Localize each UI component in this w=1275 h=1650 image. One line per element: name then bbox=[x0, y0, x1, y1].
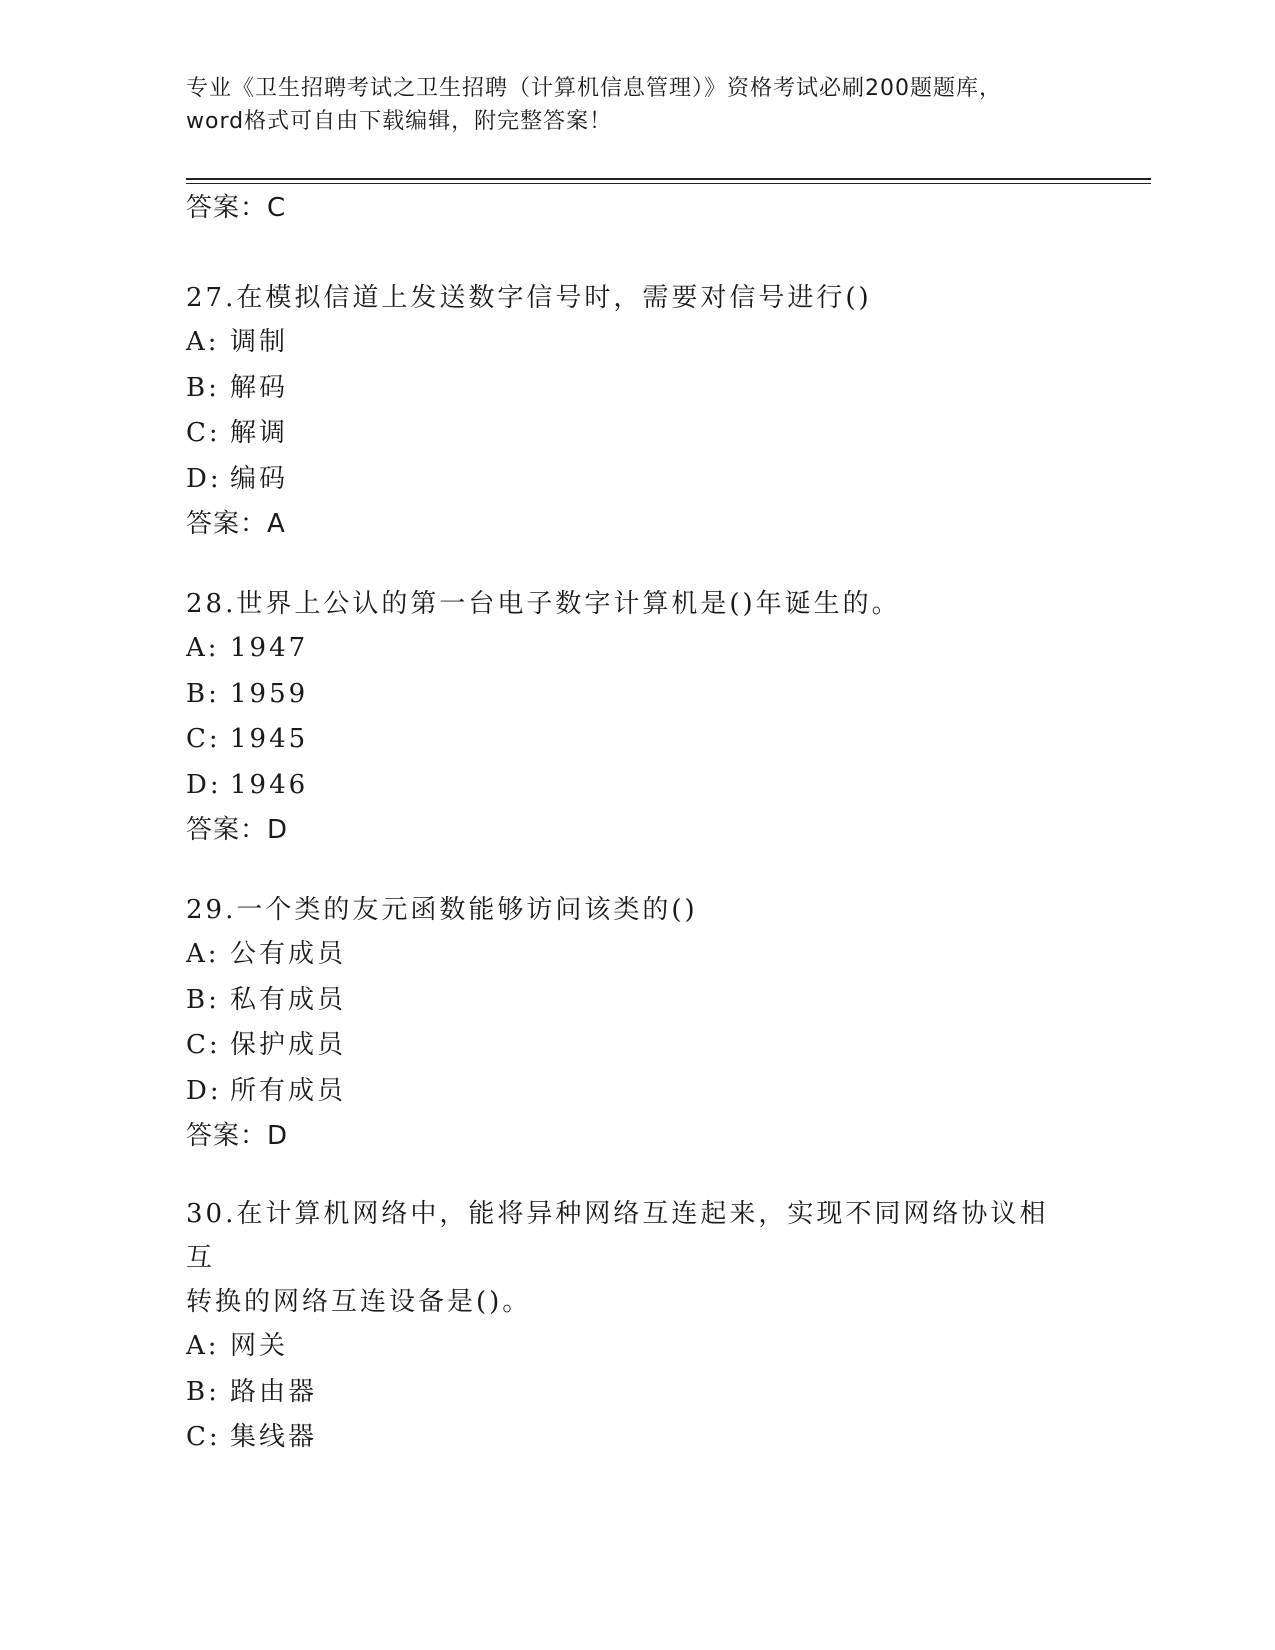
option-d bbox=[186, 457, 1066, 503]
option-text: 集线器 bbox=[230, 1422, 318, 1452]
option-key: C: bbox=[186, 724, 221, 754]
question-text-line-2: 转换的网络互连设备是()。 bbox=[186, 1287, 532, 1317]
option-text: 解调 bbox=[230, 418, 289, 448]
question-28 bbox=[186, 582, 1066, 852]
document-header bbox=[186, 72, 1086, 138]
option-key: D: bbox=[186, 1075, 222, 1106]
option-text: 网关 bbox=[230, 1331, 289, 1361]
option-key: D: bbox=[186, 463, 222, 494]
answer-prev: 答案：C bbox=[186, 193, 287, 223]
question-text: 27.在模拟信道上发送数字信号时，需要对信号进行() bbox=[186, 283, 872, 313]
answer: 答案：D bbox=[186, 815, 289, 845]
option-d bbox=[186, 1069, 1066, 1115]
option-key: A: bbox=[186, 939, 220, 969]
question-27 bbox=[186, 276, 1066, 546]
header-line-1: 专业《卫生招聘考试之卫生招聘（计算机信息管理）》资格考试必刷200题题库， bbox=[186, 76, 1002, 101]
question-text: 29.一个类的友元函数能够访问该类的() bbox=[186, 895, 698, 925]
option-a bbox=[186, 1324, 1066, 1370]
header-rule-thick bbox=[186, 178, 1151, 180]
option-text: 1959 bbox=[230, 678, 309, 709]
option-b bbox=[186, 978, 1066, 1024]
option-text: 调制 bbox=[230, 327, 289, 357]
answer: 答案：A bbox=[186, 509, 286, 539]
option-text: 所有成员 bbox=[230, 1075, 347, 1106]
option-key: B: bbox=[186, 678, 220, 709]
option-key: C: bbox=[186, 1422, 221, 1452]
option-text: 1946 bbox=[230, 769, 309, 800]
option-text: 1945 bbox=[230, 724, 309, 754]
option-key: B: bbox=[186, 984, 220, 1015]
option-a bbox=[186, 320, 1066, 366]
option-a bbox=[186, 932, 1066, 978]
question-text-line-1: 30.在计算机网络中，能将异种网络互连起来，实现不同网络协议相互 bbox=[186, 1199, 1049, 1273]
option-c bbox=[186, 717, 1066, 763]
header-line-2: word格式可自由下载编辑，附完整答案！ bbox=[186, 109, 613, 134]
option-key: D: bbox=[186, 769, 222, 800]
option-c bbox=[186, 1415, 1066, 1461]
question-30 bbox=[186, 1192, 1066, 1461]
option-b bbox=[186, 1370, 1066, 1416]
option-b bbox=[186, 672, 1066, 718]
option-text: 私有成员 bbox=[230, 984, 347, 1015]
option-c bbox=[186, 1023, 1066, 1069]
option-c bbox=[186, 411, 1066, 457]
option-text: 路由器 bbox=[230, 1376, 318, 1407]
option-text: 1947 bbox=[230, 633, 309, 663]
option-b bbox=[186, 366, 1066, 412]
question-text: 28.世界上公认的第一台电子数字计算机是()年诞生的。 bbox=[186, 589, 901, 619]
option-key: C: bbox=[186, 1030, 221, 1060]
option-key: C: bbox=[186, 418, 221, 448]
header-rule-thin bbox=[186, 183, 1151, 184]
option-text: 编码 bbox=[230, 463, 289, 494]
option-text: 解码 bbox=[230, 372, 289, 403]
option-key: A: bbox=[186, 633, 220, 663]
answer: 答案：D bbox=[186, 1121, 289, 1151]
question-29 bbox=[186, 888, 1066, 1158]
option-key: A: bbox=[186, 327, 220, 357]
option-key: A: bbox=[186, 1331, 220, 1361]
option-key: B: bbox=[186, 1376, 220, 1407]
option-a bbox=[186, 626, 1066, 672]
option-text: 公有成员 bbox=[230, 939, 347, 969]
option-d bbox=[186, 763, 1066, 809]
option-key: B: bbox=[186, 372, 220, 403]
option-text: 保护成员 bbox=[230, 1030, 347, 1060]
